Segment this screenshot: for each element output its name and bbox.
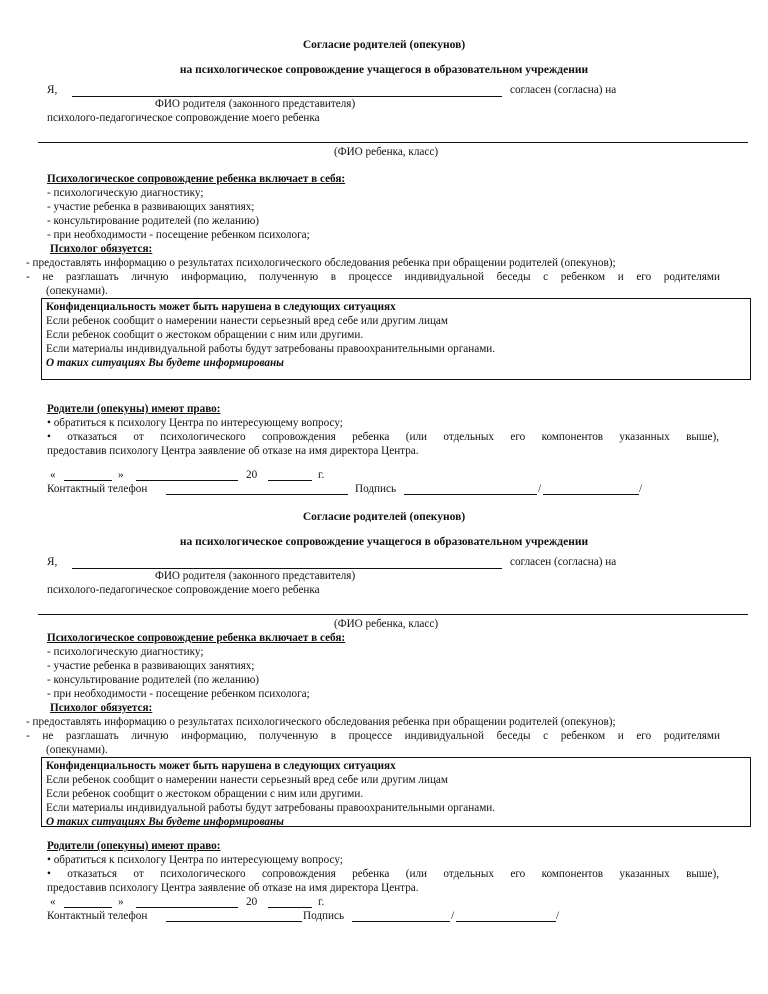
rights-item: • отказаться от психологического сопровождения ребенка (или отдельных его компонентов указанных выше),	[47, 431, 719, 443]
includes-item: - консультирование родителей (по желанию)	[47, 215, 260, 227]
psych-item: (опекунами).	[46, 285, 108, 297]
consent-form-1	[0, 38, 768, 496]
phone-row	[0, 482, 768, 496]
signature-field[interactable]	[352, 921, 450, 922]
support-line: психолого-педагогическое сопровождение моего ребенка	[47, 584, 320, 596]
includes-item: - консультирование родителей (по желанию)	[47, 674, 260, 686]
includes-heading: Психологическое сопровождение ребенка включает в себя:	[47, 632, 346, 644]
parent-name-row	[0, 555, 768, 569]
year-prefix: 20	[246, 469, 258, 481]
phone-label: Контактный телефон	[47, 483, 148, 495]
confidentiality-note: О таких ситуациях Вы будете информированы	[46, 816, 284, 828]
confidentiality-item: Если ребенок сообщит о намерении нанести серьезный вред себе или другим лицам	[46, 774, 448, 786]
includes-item: - участие ребенка в развивающих занятиях;	[47, 660, 255, 672]
psych-item: - не разглашать личную информацию, полученную в процессе индивидуальной беседы с ребенком и его родителями	[26, 730, 720, 742]
signature-name-field[interactable]	[456, 921, 556, 922]
confidentiality-item: Если ребенок сообщит о жестоком обращении с ним или другими.	[46, 329, 364, 341]
child-caption-row	[0, 617, 768, 631]
i-label: Я,	[47, 84, 58, 96]
rights-heading: Родители (опекуны) имеют право:	[47, 403, 221, 415]
confidentiality-note: О таких ситуациях Вы будете информированы	[46, 357, 284, 369]
signature-slash: /	[556, 910, 560, 922]
rights-item: предоставив психологу Центра заявление об отказе на имя директора Центра.	[47, 882, 419, 894]
date-row	[0, 895, 768, 909]
psych-heading: Психолог обязуется:	[50, 702, 153, 714]
phone-label: Контактный телефон	[47, 910, 148, 922]
day-field[interactable]	[64, 907, 112, 908]
psych-item: (опекунами).	[46, 744, 108, 756]
rights-item: • обратиться к психологу Центра по интересующему вопросу;	[47, 854, 343, 866]
confidentiality-item: Если материалы индивидуальной работы будут затребованы правоохранительными органами.	[46, 802, 496, 814]
rights-item: предоставив психологу Центра заявление об отказе на имя директора Центра.	[47, 445, 419, 457]
psych-item: - предоставлять информацию о результатах психологического обследования ребенка при обращении родителей (опекунов);	[26, 257, 616, 269]
consent-label: согласен (согласна) на	[510, 556, 617, 568]
i-label: Я,	[47, 556, 58, 568]
parent-name-row	[0, 83, 768, 97]
form-title: Согласие родителей (опекунов)	[302, 39, 466, 51]
signature-slash: /	[451, 910, 455, 922]
includes-item: - участие ребенка в развивающих занятиях;	[47, 201, 255, 213]
year-prefix: 20	[246, 896, 258, 908]
phone-field[interactable]	[166, 494, 348, 495]
year-field[interactable]	[268, 907, 312, 908]
form-subtitle: на психологическое сопровождение учащегося в образовательном учреждении	[179, 64, 589, 76]
child-name-row	[0, 125, 768, 145]
year-field[interactable]	[268, 480, 312, 481]
day-field[interactable]	[64, 480, 112, 481]
parent-caption-row	[0, 569, 768, 583]
rights-item: • обратиться к психологу Центра по интересующему вопросу;	[47, 417, 343, 429]
signature-slash: /	[538, 483, 542, 495]
parent-caption-row	[0, 97, 768, 111]
child-name-field[interactable]	[38, 614, 748, 615]
support-row	[0, 583, 768, 597]
date-row	[0, 468, 768, 482]
includes-item: - психологическую диагностику;	[47, 187, 204, 199]
child-caption: (ФИО ребенка, класс)	[334, 146, 439, 158]
confidentiality-heading: Конфиденциальность может быть нарушена в следующих ситуациях	[46, 301, 396, 313]
date-close-quote: »	[118, 896, 124, 908]
consent-label: согласен (согласна) на	[510, 84, 617, 96]
support-row	[0, 111, 768, 125]
includes-item: - при необходимости - посещение ребенком психолога;	[47, 229, 310, 241]
year-suffix: г.	[318, 469, 325, 481]
date-close-quote: »	[118, 469, 124, 481]
confidentiality-box	[41, 757, 751, 827]
support-line: психолого-педагогическое сопровождение моего ребенка	[47, 112, 320, 124]
signature-name-field[interactable]	[543, 494, 639, 495]
phone-row	[0, 909, 768, 923]
child-caption-row	[0, 145, 768, 159]
confidentiality-item: Если материалы индивидуальной работы будут затребованы правоохранительными органами.	[46, 343, 496, 355]
month-field[interactable]	[136, 480, 238, 481]
child-name-field[interactable]	[38, 142, 748, 143]
parent-caption: ФИО родителя (законного представителя)	[155, 570, 356, 582]
child-caption: (ФИО ребенка, класс)	[334, 618, 439, 630]
psych-item: - не разглашать личную информацию, полученную в процессе индивидуальной беседы с ребенком и его родителями	[26, 271, 720, 283]
child-name-row	[0, 597, 768, 617]
signature-field[interactable]	[404, 494, 537, 495]
confidentiality-heading: Конфиденциальность может быть нарушена в следующих ситуациях	[46, 760, 396, 772]
parent-caption: ФИО родителя (законного представителя)	[155, 98, 356, 110]
includes-item: - психологическую диагностику;	[47, 646, 204, 658]
confidentiality-item: Если ребенок сообщит о жестоком обращении с ним или другими.	[46, 788, 364, 800]
month-field[interactable]	[136, 907, 238, 908]
confidentiality-item: Если ребенок сообщит о намерении нанести серьезный вред себе или другим лицам	[46, 315, 448, 327]
rights-heading: Родители (опекуны) имеют право:	[47, 840, 221, 852]
date-open-quote: «	[50, 896, 56, 908]
form-title: Согласие родителей (опекунов)	[302, 511, 466, 523]
includes-item: - при необходимости - посещение ребенком психолога;	[47, 688, 310, 700]
form-subtitle: на психологическое сопровождение учащегося в образовательном учреждении	[179, 536, 589, 548]
confidentiality-box	[41, 298, 751, 380]
rights-item: • отказаться от психологического сопровождения ребенка (или отдельных его компонентов указанных выше),	[47, 868, 719, 880]
date-open-quote: «	[50, 469, 56, 481]
phone-field[interactable]	[166, 921, 302, 922]
psych-item: - предоставлять информацию о результатах психологического обследования ребенка при обращении родителей (опекунов);	[26, 716, 616, 728]
psych-heading: Психолог обязуется:	[50, 243, 153, 255]
includes-heading: Психологическое сопровождение ребенка включает в себя:	[47, 173, 346, 185]
year-suffix: г.	[318, 896, 325, 908]
signature-label: Подпись	[303, 910, 345, 922]
consent-form-2	[0, 510, 768, 923]
signature-slash: /	[639, 483, 643, 495]
signature-label: Подпись	[355, 483, 397, 495]
